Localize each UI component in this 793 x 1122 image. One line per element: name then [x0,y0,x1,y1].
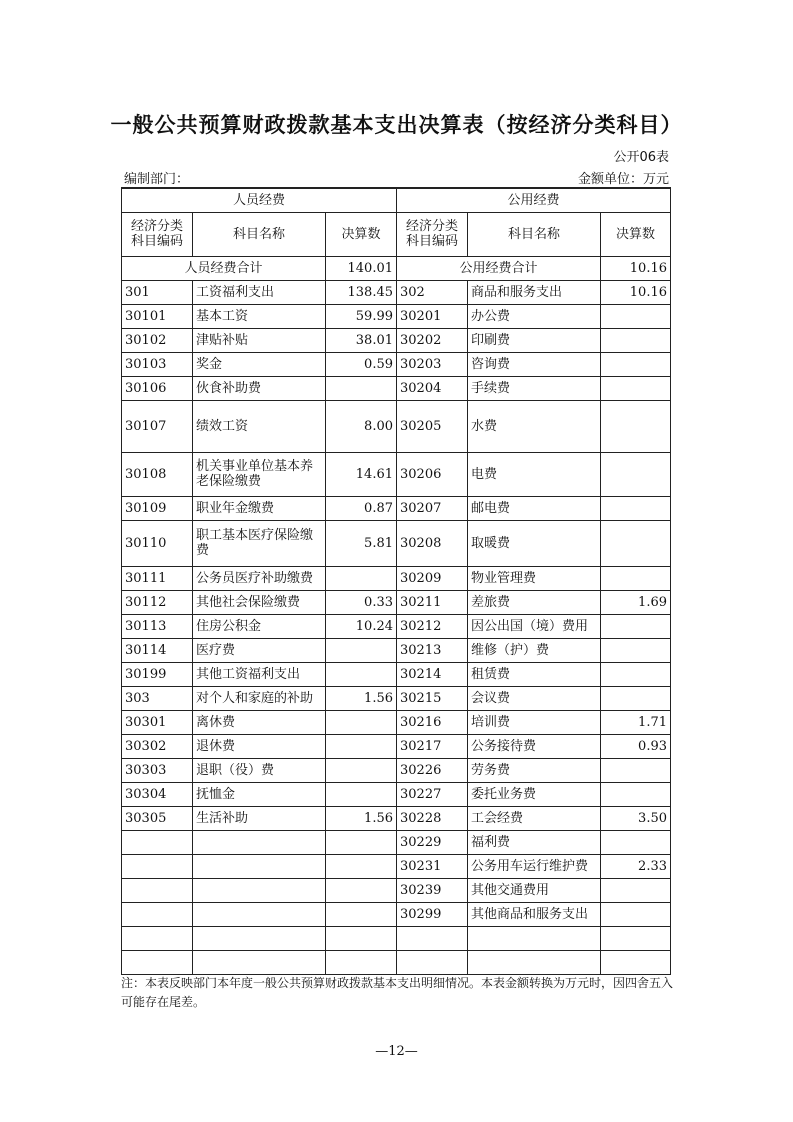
left-code-header: 经济分类 科目编码 [122,212,193,256]
table-row [122,328,671,352]
left-code-cell: 30304 [122,782,193,806]
left-name-cell: 医疗费 [193,638,326,662]
table-row [122,758,671,782]
table-row [122,950,671,974]
footnote: 注：本表反映部门本年度一般公共预算财政拨款基本支出明细情况。本表金额转换为万元时，因四舍五入可能存在尾差。 [121,976,674,1009]
left-code-cell: 30108 [122,452,193,496]
right-amount-cell [601,352,671,376]
personnel-group-header: 人员经费 [122,188,397,212]
right-amount-cell [601,638,671,662]
left-name-cell [193,926,326,950]
left-code-cell: 30302 [122,734,193,758]
right-code-cell: 30211 [397,590,468,614]
left-amount-cell: 138.45 [326,280,397,304]
right-name-cell: 电费 [468,452,601,496]
right-name-cell: 手续费 [468,376,601,400]
right-code-cell: 30201 [397,304,468,328]
table-row [122,710,671,734]
right-name-cell: 委托业务费 [468,782,601,806]
table-row [122,496,671,520]
right-amount-cell: 1.71 [601,710,671,734]
table-row [122,854,671,878]
right-amount-cell [601,830,671,854]
left-name-cell: 对个人和家庭的补助 [193,686,326,710]
left-name-cell: 职业年金缴费 [193,496,326,520]
left-code-cell [122,950,193,974]
left-amount-header: 决算数 [326,212,397,256]
left-amount-cell: 8.00 [326,400,397,452]
table-row [122,400,671,452]
right-code-cell: 30216 [397,710,468,734]
right-name-cell: 邮电费 [468,496,601,520]
left-code-cell: 30109 [122,496,193,520]
left-code-cell: 30301 [122,710,193,734]
left-name-cell: 退职（役）费 [193,758,326,782]
left-name-cell: 住房公积金 [193,614,326,638]
table-row [122,352,671,376]
left-name-cell [193,950,326,974]
right-amount-cell: 3.50 [601,806,671,830]
department-label: 编制部门： [124,172,190,187]
left-code-cell: 30110 [122,520,193,566]
right-amount-cell [601,400,671,452]
table-row [122,614,671,638]
right-name-cell: 商品和服务支出 [468,280,601,304]
left-amount-cell [326,638,397,662]
right-name-cell: 工会经费 [468,806,601,830]
table-row [122,878,671,902]
right-code-cell: 30215 [397,686,468,710]
left-amount-cell: 14.61 [326,452,397,496]
left-amount-cell [326,950,397,974]
right-code-cell: 30202 [397,328,468,352]
table-row [122,304,671,328]
left-amount-cell [326,758,397,782]
left-amount-cell: 1.56 [326,686,397,710]
left-amount-cell [326,782,397,806]
left-code-cell: 30101 [122,304,193,328]
right-amount-cell [601,950,671,974]
right-code-cell: 30213 [397,638,468,662]
public-total-label: 公用经费合计 [397,256,601,280]
right-name-cell: 印刷费 [468,328,601,352]
right-name-cell: 其他商品和服务支出 [468,902,601,926]
left-name-cell: 伙食补助费 [193,376,326,400]
table-row [122,452,671,496]
left-code-cell: 30112 [122,590,193,614]
right-code-cell: 30214 [397,662,468,686]
left-amount-cell: 1.56 [326,806,397,830]
right-code-cell: 30207 [397,496,468,520]
table-row [122,806,671,830]
table-row [122,280,671,304]
left-name-cell [193,902,326,926]
left-name-cell: 职工基本医疗保险缴费 [193,520,326,566]
right-amount-header: 决算数 [601,212,671,256]
left-code-cell: 30102 [122,328,193,352]
right-amount-cell [601,758,671,782]
group-header-row [122,188,671,212]
right-name-cell: 物业管理费 [468,566,601,590]
left-code-cell: 30103 [122,352,193,376]
left-code-cell: 303 [122,686,193,710]
right-name-cell: 福利费 [468,830,601,854]
right-code-cell: 30231 [397,854,468,878]
right-amount-cell [601,782,671,806]
left-name-cell [193,878,326,902]
left-name-cell [193,830,326,854]
right-amount-cell [601,926,671,950]
table-row [122,782,671,806]
left-code-cell: 30114 [122,638,193,662]
right-amount-cell [601,520,671,566]
left-amount-cell [326,854,397,878]
right-amount-cell: 0.93 [601,734,671,758]
left-amount-cell: 0.33 [326,590,397,614]
left-name-cell: 基本工资 [193,304,326,328]
right-name-cell: 因公出国（境）费用 [468,614,601,638]
left-amount-cell: 5.81 [326,520,397,566]
right-name-cell [468,950,601,974]
left-amount-cell [326,566,397,590]
left-amount-cell: 0.59 [326,352,397,376]
right-code-cell: 30209 [397,566,468,590]
left-name-cell: 机关事业单位基本养老保险缴费 [193,452,326,496]
table-row [122,566,671,590]
right-code-cell: 30217 [397,734,468,758]
left-name-cell: 奖金 [193,352,326,376]
right-code-cell: 30203 [397,352,468,376]
left-code-cell [122,902,193,926]
right-name-cell: 会议费 [468,686,601,710]
personnel-total-label: 人员经费合计 [122,256,326,280]
right-name-cell: 差旅费 [468,590,601,614]
table-row [122,590,671,614]
left-code-cell: 30305 [122,806,193,830]
right-code-cell: 30228 [397,806,468,830]
right-amount-cell [601,686,671,710]
form-number: 公开06表 [613,150,669,165]
right-code-cell: 30206 [397,452,468,496]
public-total-value: 10.16 [601,256,671,280]
right-amount-cell: 1.69 [601,590,671,614]
left-name-header: 科目名称 [193,212,326,256]
left-amount-cell: 10.24 [326,614,397,638]
right-name-cell: 咨询费 [468,352,601,376]
left-code-cell: 30199 [122,662,193,686]
table-row [122,520,671,566]
right-code-cell: 30226 [397,758,468,782]
left-name-cell [193,854,326,878]
right-amount-cell [601,662,671,686]
table-row [122,686,671,710]
public-group-header: 公用经费 [397,188,671,212]
left-name-cell: 生活补助 [193,806,326,830]
column-header-row [122,212,671,256]
left-name-cell: 工资福利支出 [193,280,326,304]
right-code-cell: 302 [397,280,468,304]
right-name-cell: 劳务费 [468,758,601,782]
page-title: 一般公共预算财政拨款基本支出决算表（按经济分类科目） [110,113,683,137]
table-row [122,662,671,686]
expenditure-table [121,187,671,975]
right-name-cell: 租赁费 [468,662,601,686]
left-code-cell: 30107 [122,400,193,452]
right-code-cell: 30239 [397,878,468,902]
left-amount-cell: 38.01 [326,328,397,352]
right-code-cell [397,926,468,950]
left-amount-cell: 59.99 [326,304,397,328]
page-number: —12— [375,1044,418,1059]
left-code-cell [122,878,193,902]
left-name-cell: 津贴补贴 [193,328,326,352]
left-amount-cell: 0.87 [326,496,397,520]
left-amount-cell [326,376,397,400]
right-code-header: 经济分类 科目编码 [397,212,468,256]
right-name-cell: 培训费 [468,710,601,734]
left-amount-cell [326,902,397,926]
totals-row [122,256,671,280]
left-code-cell: 30113 [122,614,193,638]
right-code-cell: 30229 [397,830,468,854]
right-code-cell: 30212 [397,614,468,638]
left-code-cell: 30303 [122,758,193,782]
right-code-cell: 30227 [397,782,468,806]
table-row [122,830,671,854]
right-code-cell [397,950,468,974]
right-name-cell: 取暖费 [468,520,601,566]
table-row [122,376,671,400]
personnel-total-value: 140.01 [326,256,397,280]
left-name-cell: 抚恤金 [193,782,326,806]
left-amount-cell [326,878,397,902]
right-amount-cell [601,452,671,496]
right-amount-cell [601,566,671,590]
right-amount-cell: 2.33 [601,854,671,878]
right-name-cell [468,926,601,950]
left-name-cell: 公务员医疗补助缴费 [193,566,326,590]
left-amount-cell [326,830,397,854]
right-name-cell: 办公费 [468,304,601,328]
left-amount-cell [326,710,397,734]
right-code-cell: 30208 [397,520,468,566]
right-name-cell: 维修（护）费 [468,638,601,662]
table-row [122,638,671,662]
left-name-cell: 其他工资福利支出 [193,662,326,686]
right-amount-cell: 10.16 [601,280,671,304]
right-code-cell: 30205 [397,400,468,452]
right-amount-cell [601,614,671,638]
table-row [122,926,671,950]
left-name-cell: 离休费 [193,710,326,734]
right-amount-cell [601,902,671,926]
right-amount-cell [601,304,671,328]
right-name-header: 科目名称 [468,212,601,256]
right-amount-cell [601,496,671,520]
table-row [122,734,671,758]
table-row [122,902,671,926]
left-name-cell: 退休费 [193,734,326,758]
right-code-cell: 30204 [397,376,468,400]
right-name-cell: 公务用车运行维护费 [468,854,601,878]
left-amount-cell [326,662,397,686]
left-code-cell [122,854,193,878]
left-code-cell [122,830,193,854]
right-name-cell: 水费 [468,400,601,452]
left-code-cell [122,926,193,950]
right-amount-cell [601,878,671,902]
left-code-cell: 30111 [122,566,193,590]
left-amount-cell [326,926,397,950]
right-code-cell: 30299 [397,902,468,926]
left-name-cell: 其他社会保险缴费 [193,590,326,614]
right-name-cell: 其他交通费用 [468,878,601,902]
left-code-cell: 30106 [122,376,193,400]
right-amount-cell [601,328,671,352]
left-code-cell: 301 [122,280,193,304]
right-name-cell: 公务接待费 [468,734,601,758]
right-amount-cell [601,376,671,400]
unit-label: 金额单位：万元 [577,172,669,187]
left-name-cell: 绩效工资 [193,400,326,452]
left-amount-cell [326,734,397,758]
